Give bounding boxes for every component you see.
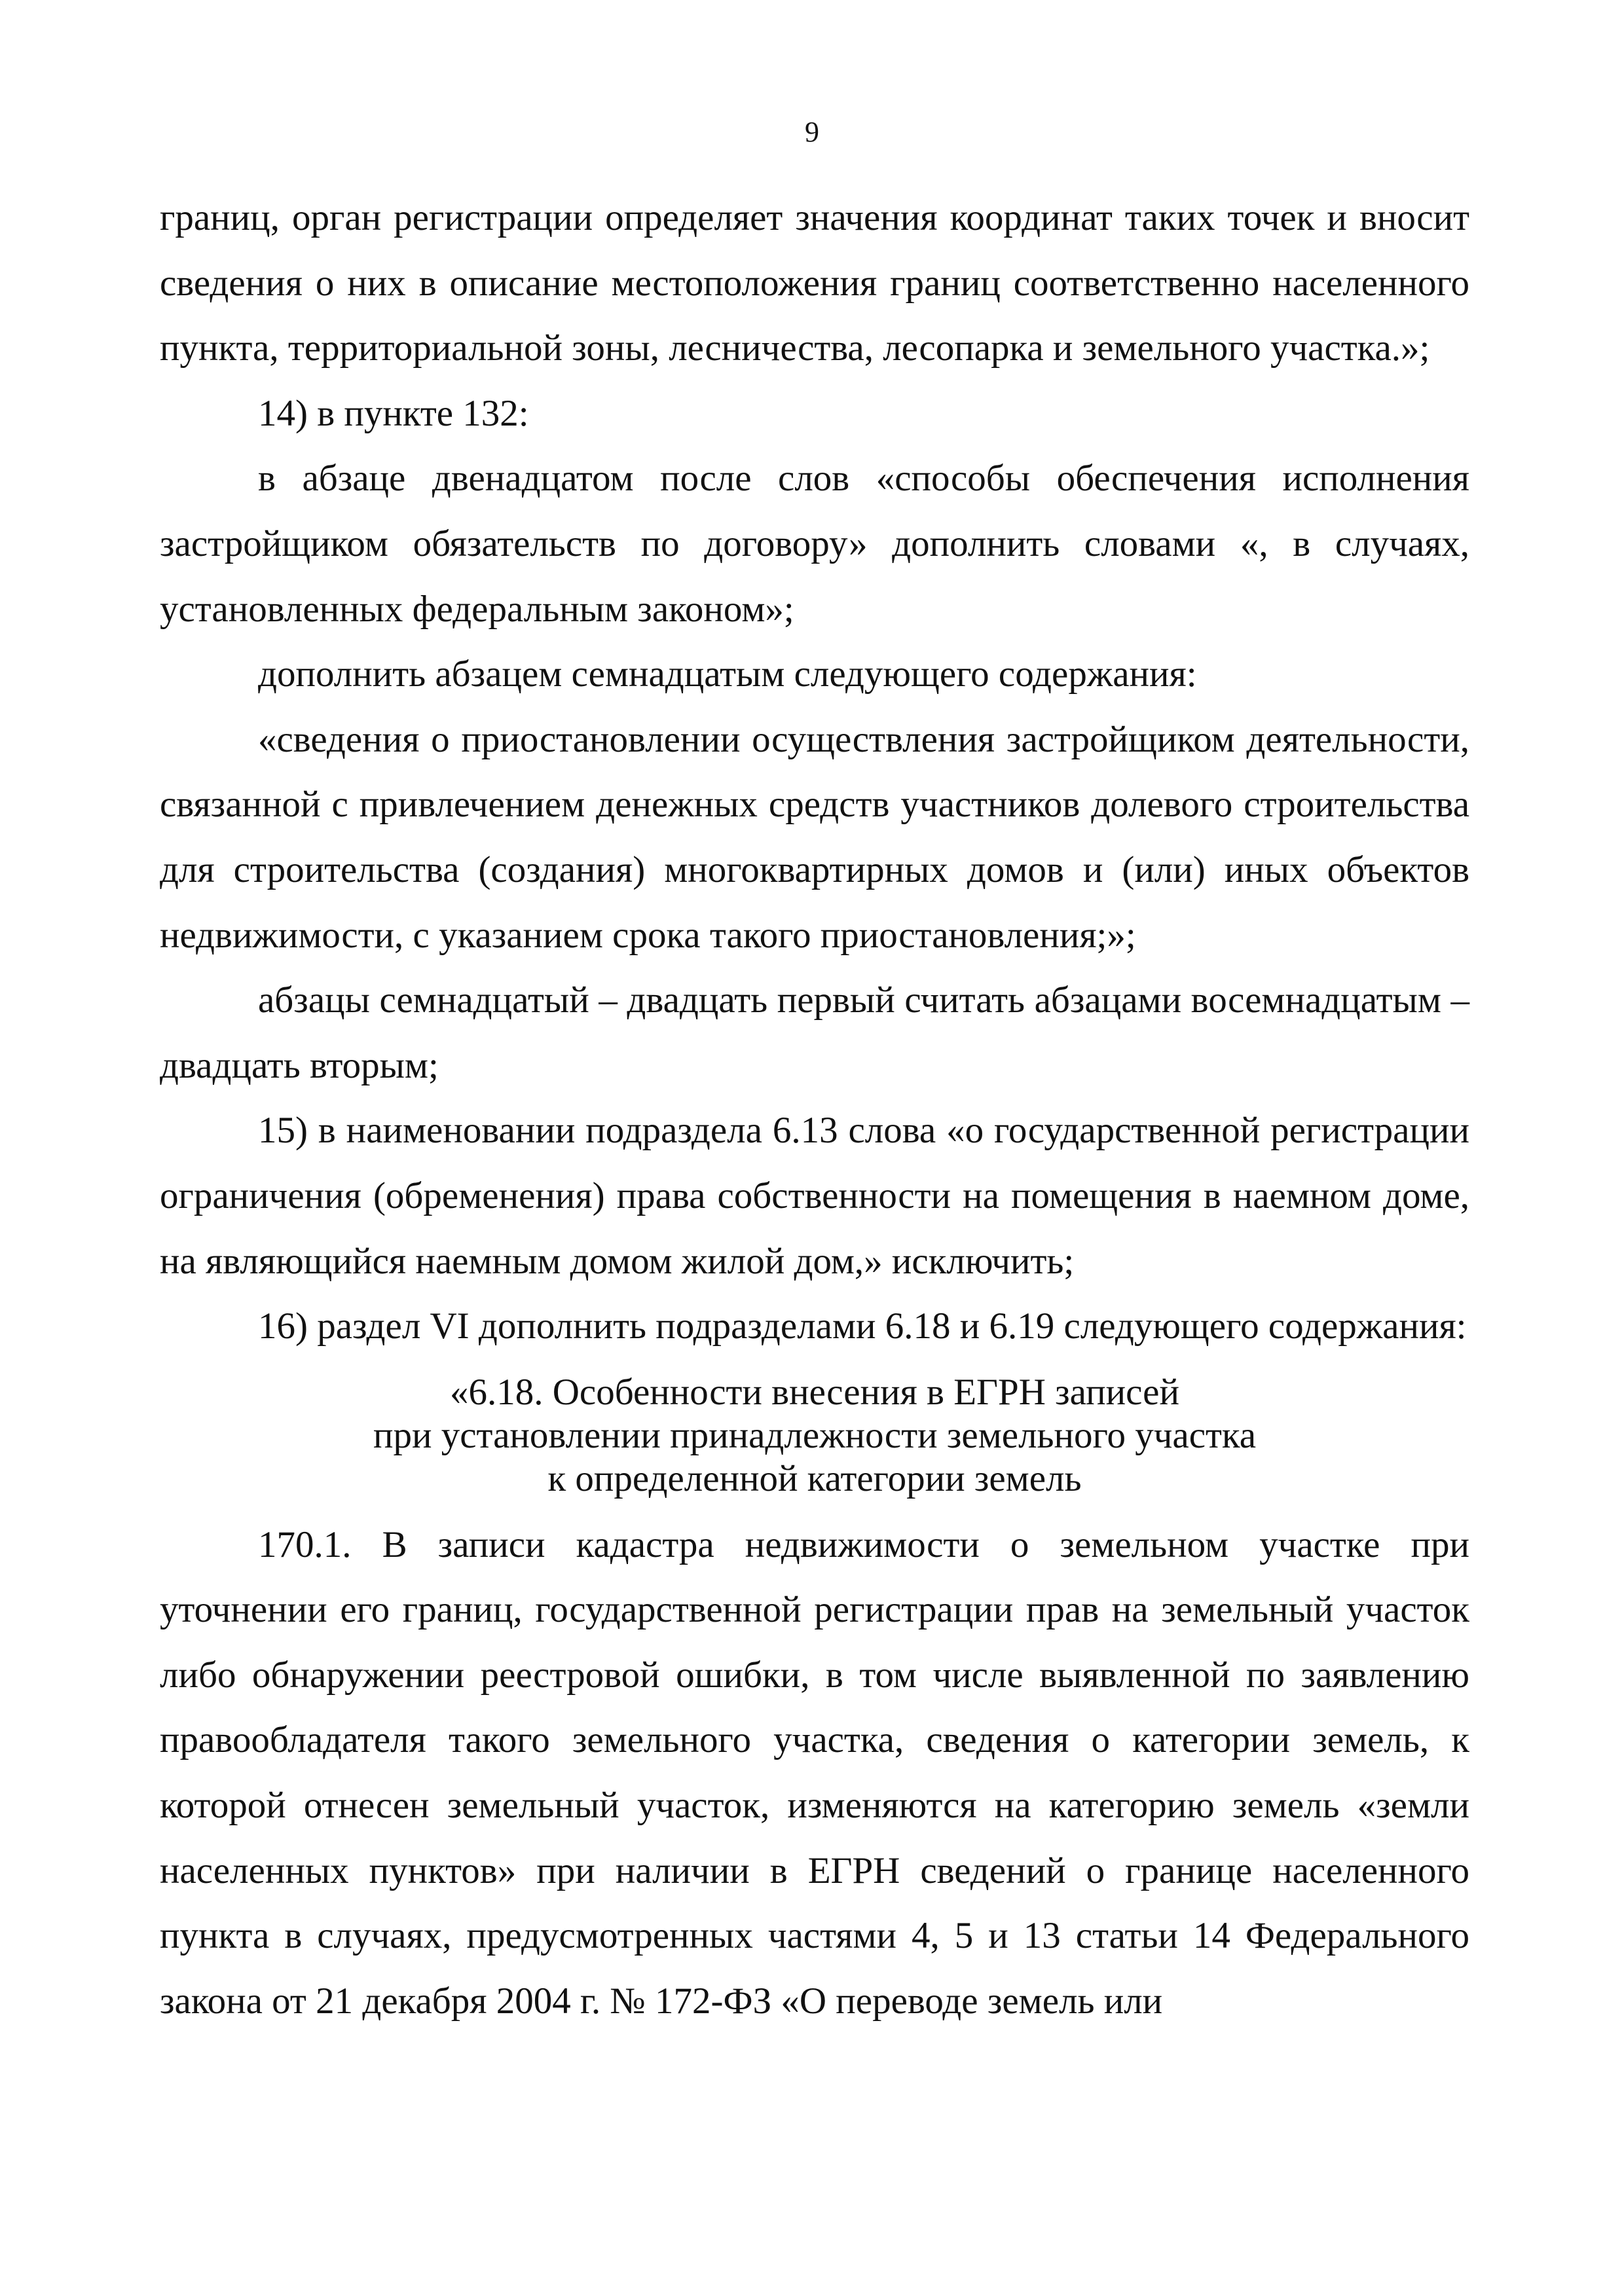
section-heading-line-2: при установлении принадлежности земельного участка xyxy=(373,1414,1257,1456)
paragraph-item-15: 15) в наименовании подраздела 6.13 слова «о государственной регистрации ограничения (обременения) права собственности на помещения в наемном доме, на являющийся наемным домом жилой дом,» исключить; xyxy=(160,1110,1469,1282)
page-number: 9 xyxy=(805,116,819,148)
section-heading-line-3: к определенной категории земель xyxy=(547,1457,1082,1499)
section-heading-line-1: «6.18. Особенности внесения в ЕГРН записей xyxy=(450,1371,1179,1413)
paragraph-quoted-info: «сведения о приостановлении осуществления застройщиком деятельности, связанной с привлечением денежных средств участников долевого строительства для строительства (создания) многоквартирных домов и (или) иных объектов недвижимости, с указанием срока такого приостановления;»; xyxy=(160,718,1469,956)
paragraph-170-1: 170.1. В записи кадастра недвижимости о земельном участке при уточнении его границ, государственной регистрации прав на земельный участок либо обнаружении реестровой ошибки, в том числе выявленной по заявлению правообладателя такого земельного участка, сведения о категории земель, к которой отнесен земельный участок, изменяются на категорию земель «земли населенных пунктов» при наличии в ЕГРН сведений о границе населенного пункта в случаях, предусмотренных частями 4, 5 и 13 статьи 14 Федерального закона от 21 декабря 2004 г. № 172-ФЗ «О переводе земель или xyxy=(160,1523,1469,2022)
document-body xyxy=(160,185,1469,2033)
paragraph-continuation: границ, орган регистрации определяет значения координат таких точек и вносит сведения о них в описание местоположения границ соответственно населенного пункта, территориальной зоны, лесничества, лесопарка и земельного участка.»; xyxy=(160,197,1469,369)
section-heading xyxy=(160,1359,1469,1512)
paragraph-add-abzac-17: дополнить абзацем семнадцатым следующего содержания: xyxy=(258,653,1197,695)
paragraph-item-14: 14) в пункте 132: xyxy=(258,392,529,434)
paragraph-renumber: абзацы семнадцатый – двадцать первый считать абзацами восемнадцатым – двадцать вторым; xyxy=(160,979,1469,1086)
paragraph-item-16: 16) раздел VI дополнить подразделами 6.18 и 6.19 следующего содержания: xyxy=(258,1305,1467,1347)
paragraph-abzac-12: в абзаце двенадцатом после слов «способы обеспечения исполнения застройщиком обязательств по договору» дополнить словами «, в случаях, установленных федеральным законом»; xyxy=(160,458,1469,630)
